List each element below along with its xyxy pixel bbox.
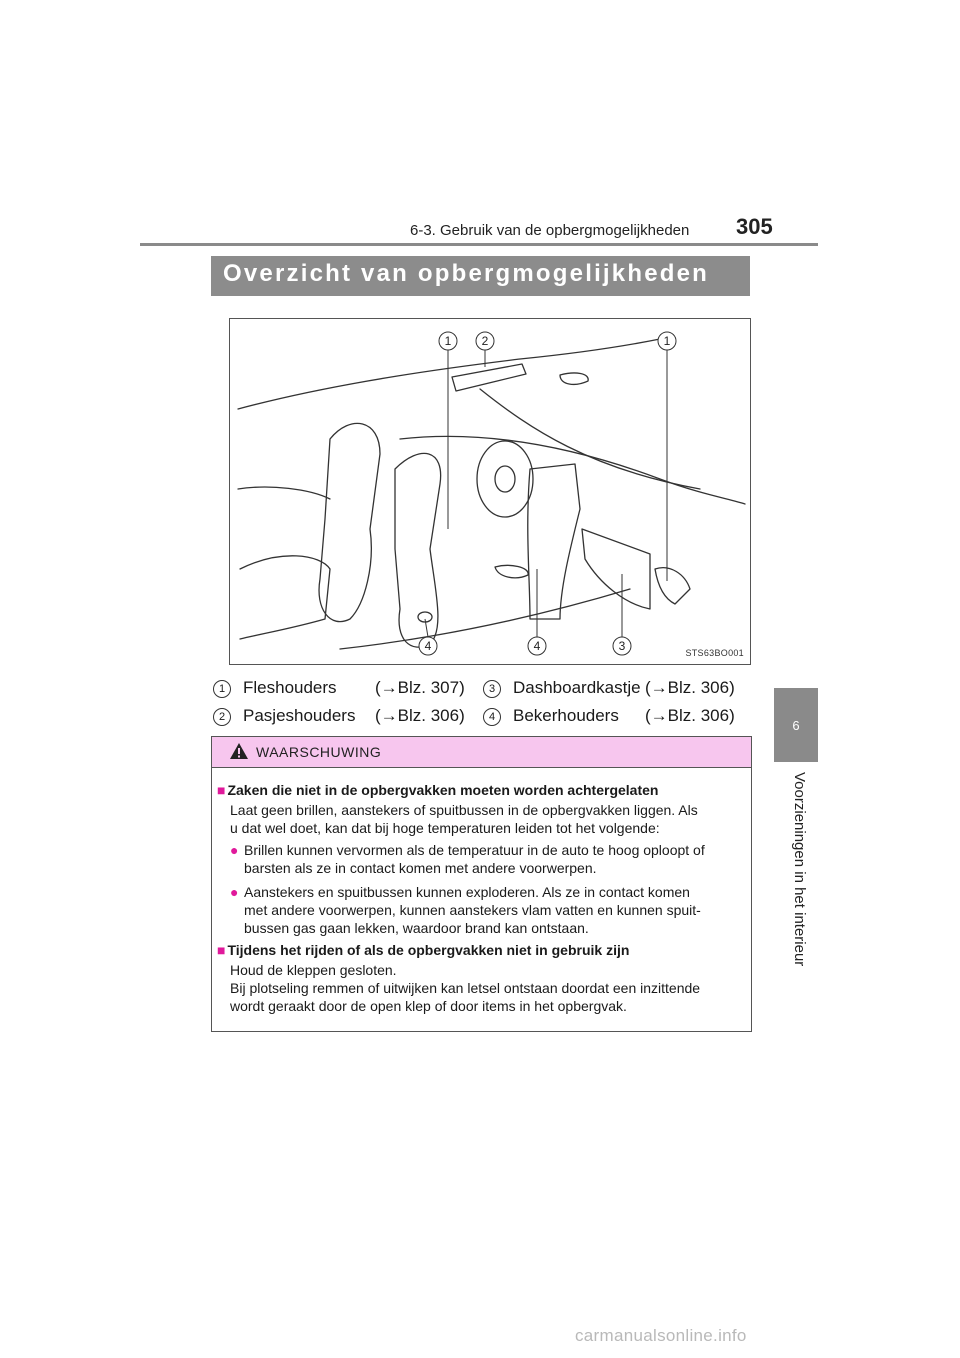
warning-box [211,736,752,1032]
cupholder-front [495,565,528,577]
rearview-mirror [560,373,588,384]
warning-bullet-lighters-cont [230,919,745,937]
header-section-title: 6-3. Gebruik van de opbergmogelijkheden [410,222,690,239]
section-title: Overzicht van opbergmogelijkheden [223,260,710,287]
legend-page-ref: (→Blz. 306) [645,706,735,725]
legend-label: Bekerhouders [513,706,619,725]
car-interior-illustration [230,319,750,664]
warning-header [212,737,751,768]
watermark: carmanualsonline.info [575,1326,747,1345]
legend [213,672,753,732]
callout-label-1a: 1 [444,334,452,348]
warning-heading-text: Zaken die niet in de opbergvakken moeten worden achtergelaten [227,782,659,798]
warning-intro-line: u dat wel doet, kan dat bij hoge temperaturen leiden tot het volgende: [230,820,660,836]
chapter-side-tab [774,380,818,1030]
square-bullet-icon: ■ [217,942,226,958]
legend-number: 2 [213,708,231,726]
callout-label-1b: 1 [663,334,671,348]
legend-page-ref: (→Blz. 306) [645,678,735,697]
chapter-number: 6 [792,717,800,733]
warning-bullet-glasses-cont [230,859,745,877]
legend-page-ref: (→Blz. 307) [375,678,465,697]
warning-heading-text: Tijdens het rijden of als de opbergvakken niet in gebruik zijn [227,942,630,958]
dashboard-top [400,436,745,504]
steering-wheel [477,441,533,517]
side-mirror-area [655,568,690,604]
warning-text-line: Houd de kleppen gesloten. [230,962,397,978]
callout-label-4a: 4 [424,639,432,653]
warning-title: WAARSCHUWING [256,744,382,760]
bullet-text: barsten als ze in contact komen met andere voorwerpen. [244,860,597,876]
chapter-number-box [774,688,818,762]
interior-storage-figure [229,318,751,665]
bullet-dot-icon: ● [230,884,239,900]
warning-bullet-glasses [230,841,745,859]
chapter-title: Voorzieningen in het interieur [791,772,808,967]
callout-label-4b: 4 [533,639,541,653]
warning-intro-line: Laat geen brillen, aanstekers of spuitbussen in de opbergvakken liggen. Als [230,802,698,818]
legend-page-ref: (→Blz. 306) [375,706,465,725]
warning-text-line: wordt geraakt door de open klep of door items in het opbergvak. [230,998,627,1014]
header-rule [140,243,818,246]
figure-code: STS63BO001 [685,648,744,658]
callout-label-3: 3 [618,639,626,653]
legend-number: 3 [483,680,501,698]
legend-number: 4 [483,708,501,726]
legend-label: Dashboardkastje [513,678,641,697]
glove-box [582,529,650,609]
floor-line [340,589,630,649]
rear-door-line [238,487,330,499]
bullet-text: Aanstekers en spuitbussen kunnen exploderen. Als ze in contact komen [244,884,690,900]
warning-triangle-icon [229,742,249,760]
sun-visor [452,364,526,391]
warning-bullet-lighters [230,883,745,901]
bullet-dot-icon: ● [230,842,239,858]
callout-label-2: 2 [481,334,489,348]
square-bullet-icon: ■ [217,782,226,798]
section-title-bar [211,256,750,296]
legend-label: Pasjeshouders [243,706,356,725]
warning-heading-driving [217,941,629,959]
bullet-text: bussen gas gaan lekken, waardoor brand kan ontstaan. [244,920,589,936]
rear-seat [240,556,330,639]
legend-number: 1 [213,680,231,698]
warning-text-line: Bij plotseling remmen of uitwijken kan letsel ontstaan doordat een inzittende [230,980,701,996]
center-console [528,464,580,619]
legend-label: Fleshouders [243,678,337,697]
bullet-text: Brillen kunnen vervormen als de temperatuur in de auto te hoog oploopt of [244,842,705,858]
bullet-text: met andere voorwerpen, kunnen aanstekers vlam vatten en kunnen spuit- [244,902,701,918]
page-number: 305 [736,214,773,239]
warning-heading-items [217,781,658,799]
warning-bullet-lighters-cont [230,901,745,919]
